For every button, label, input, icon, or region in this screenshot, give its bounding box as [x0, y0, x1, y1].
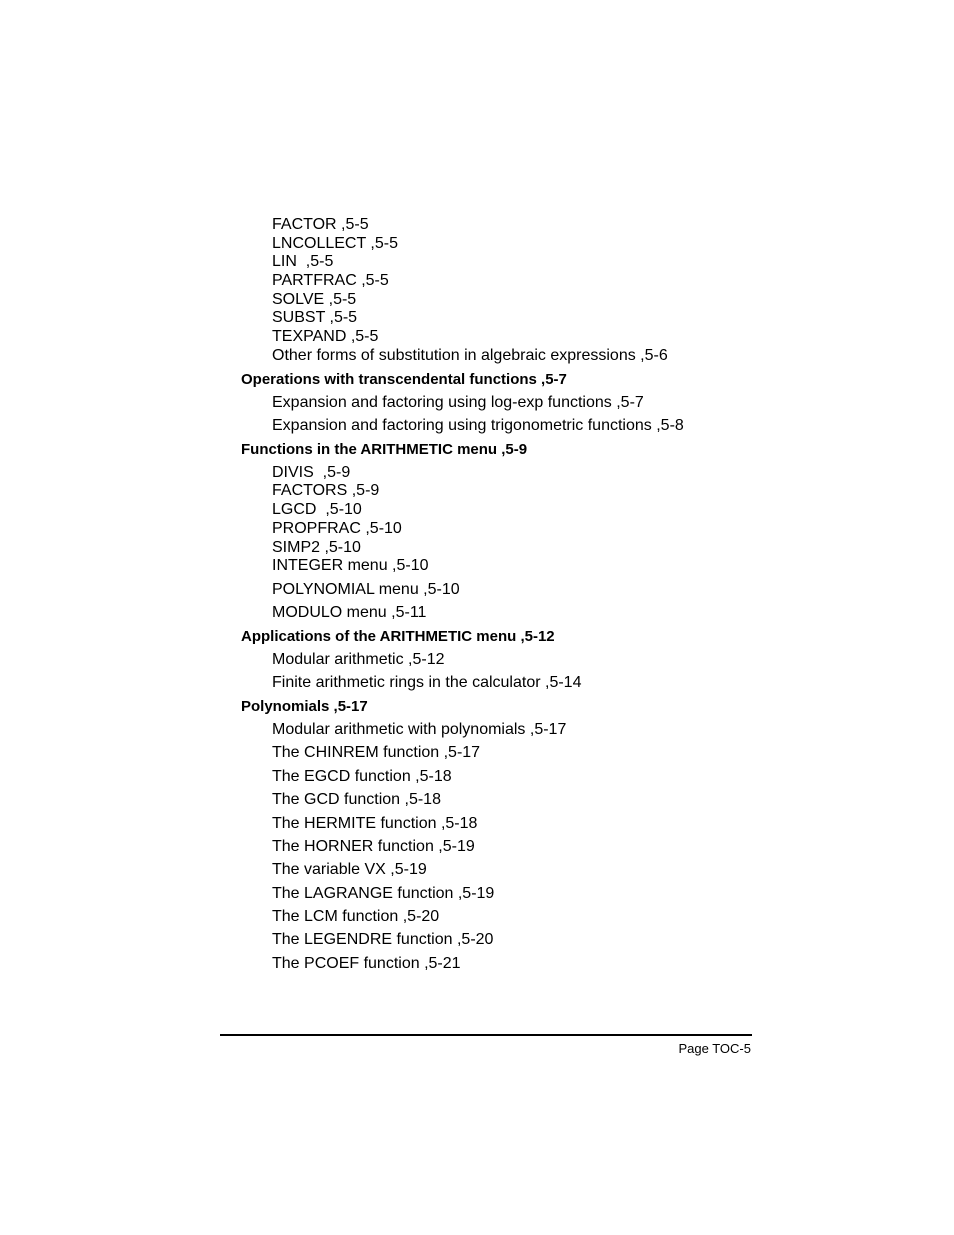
toc-entry: Expansion and factoring using log-exp functions ,5-7 — [272, 394, 644, 411]
toc-entry: The LCM function ,5-20 — [272, 908, 440, 925]
toc-entry: The LAGRANGE function ,5-19 — [272, 885, 495, 902]
toc-entry: INTEGER menu ,5-10 — [272, 557, 429, 574]
toc-entry: Finite arithmetic rings in the calculator ,5-14 — [272, 674, 582, 691]
toc-entry: POLYNOMIAL menu ,5-10 — [272, 581, 460, 598]
toc-section-heading: Operations with transcendental functions ,5-7 — [241, 371, 567, 388]
toc-entry: LGCD ,5-10 — [272, 501, 362, 518]
toc-entry: DIVIS ,5-9 — [272, 464, 351, 481]
toc-entry: SOLVE ,5-5 — [272, 291, 357, 308]
toc-section-heading: Applications of the ARITHMETIC menu ,5-12 — [241, 628, 555, 645]
toc-entry: The HORNER function ,5-19 — [272, 838, 475, 855]
toc-entry: MODULO menu ,5-11 — [272, 604, 427, 621]
footer-rule — [220, 1034, 752, 1036]
toc-entry: The LEGENDRE function ,5-20 — [272, 931, 494, 948]
toc-entry: Modular arithmetic with polynomials ,5-17 — [272, 721, 567, 738]
toc-entry: The GCD function ,5-18 — [272, 791, 441, 808]
toc-entry: Modular arithmetic ,5-12 — [272, 651, 445, 668]
toc-entry: LIN ,5-5 — [272, 253, 334, 270]
toc-entry: TEXPAND ,5-5 — [272, 328, 379, 345]
toc-entry: FACTORS ,5-9 — [272, 482, 380, 499]
toc-entry: PROPFRAC ,5-10 — [272, 520, 402, 537]
toc-section-heading: Functions in the ARITHMETIC menu ,5-9 — [241, 441, 528, 458]
page-number: Page TOC-5 — [678, 1041, 751, 1056]
toc-entry: Expansion and factoring using trigonometric functions ,5-8 — [272, 417, 684, 434]
toc-entry: The CHINREM function ,5-17 — [272, 744, 481, 761]
toc-entry: Other forms of substitution in algebraic expressions ,5-6 — [272, 347, 668, 364]
toc-entry: The HERMITE function ,5-18 — [272, 815, 478, 832]
toc-entry: SUBST ,5-5 — [272, 309, 358, 326]
toc-entry: The PCOEF function ,5-21 — [272, 955, 461, 972]
toc-section-heading: Polynomials ,5-17 — [241, 698, 368, 715]
toc-entry: FACTOR ,5-5 — [272, 216, 369, 233]
toc-entry: PARTFRAC ,5-5 — [272, 272, 389, 289]
toc-entry: SIMP2 ,5-10 — [272, 539, 361, 556]
toc-entry: LNCOLLECT ,5-5 — [272, 235, 398, 252]
toc-entry: The EGCD function ,5-18 — [272, 768, 452, 785]
toc-entry: The variable VX ,5-19 — [272, 861, 427, 878]
